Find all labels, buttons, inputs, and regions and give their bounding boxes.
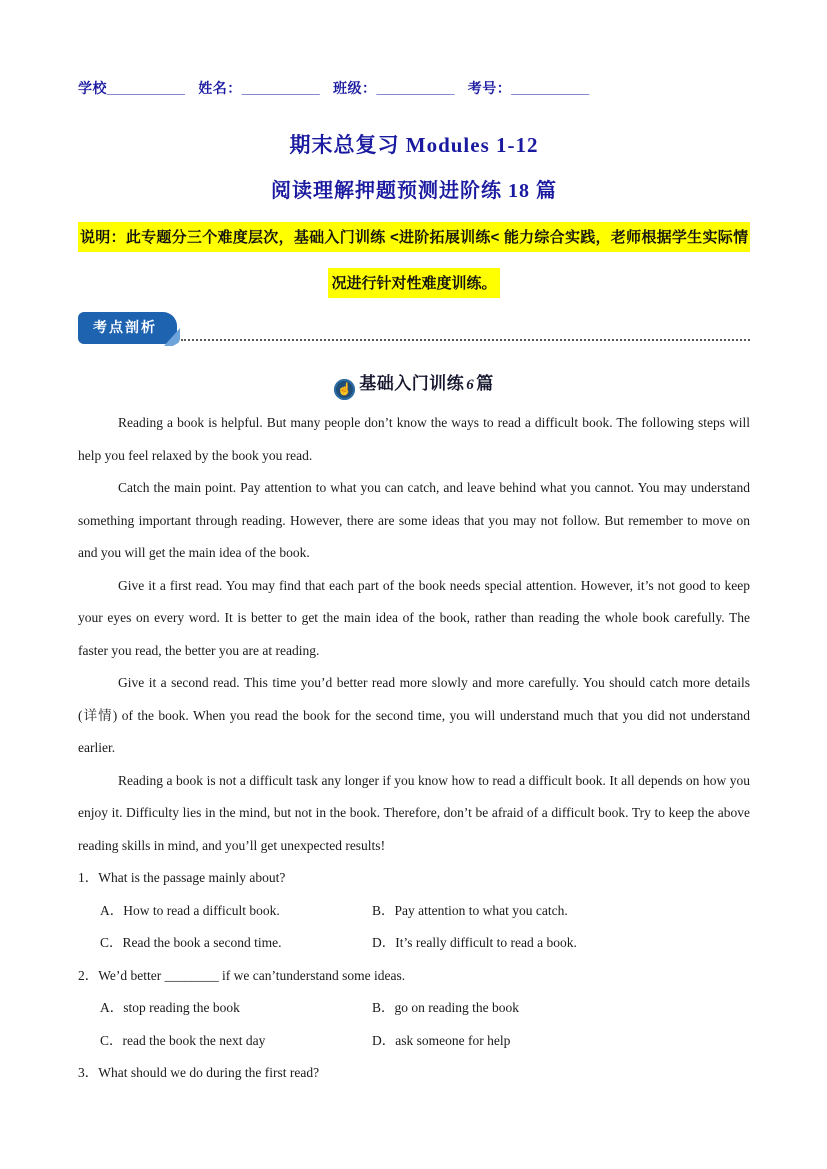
question-2-option-c: C．read the book the next day bbox=[100, 1032, 266, 1048]
question-3-stem bbox=[78, 1057, 750, 1090]
question-1 bbox=[78, 862, 750, 960]
passage-paragraph-1: Reading a book is helpful. But many people don’t know the ways to read a difficult book. The following steps will help you feel relaxed by the book you read. bbox=[78, 415, 750, 463]
exam-number-field bbox=[468, 80, 589, 96]
tab-fold-icon bbox=[164, 328, 180, 346]
question-3 bbox=[78, 1057, 750, 1090]
dotted-divider bbox=[181, 339, 750, 341]
question-2-option-d: D．ask someone for help bbox=[372, 1032, 511, 1048]
question-2-option-a: A．stop reading the book bbox=[100, 1000, 240, 1015]
question-3-number: 3． bbox=[78, 1065, 99, 1080]
notice-line-1: 说明：此专题分三个难度层次，基础入门训练 <进阶拓展训练< 能力综合实践，老师根据学生实际情 bbox=[78, 222, 750, 252]
name-blank-line: __________ bbox=[241, 80, 320, 96]
question-1-stem bbox=[78, 862, 750, 895]
section-tab-row bbox=[78, 312, 750, 344]
class-blank-line: __________ bbox=[376, 80, 455, 96]
question-2-text: We’d better ________ if we can’tunderstand some ideas. bbox=[98, 967, 406, 983]
doc-subtitle: 阅读理解押题预测进阶练 18 篇 bbox=[271, 180, 557, 202]
pointing-hand-badge-icon: ☝ bbox=[334, 379, 355, 400]
question-1-option-d: D．It’s really difficult to read a book. bbox=[372, 935, 577, 950]
question-1-options bbox=[100, 895, 750, 960]
reading-passage bbox=[78, 407, 750, 862]
section-heading-count: 6 bbox=[466, 377, 475, 393]
question-1-text: What is the passage mainly about? bbox=[98, 870, 286, 885]
question-1-option-a: A．How to read a difficult book. bbox=[100, 902, 280, 918]
notice-line-2 bbox=[78, 268, 750, 298]
class-label: 班级： bbox=[333, 80, 377, 96]
doc-title: 期末总复习 Modules 1-12 bbox=[289, 133, 539, 157]
exam-points-tab-label: 考点剖析 bbox=[93, 319, 157, 335]
question-2-stem bbox=[78, 960, 750, 993]
school-field bbox=[78, 80, 185, 96]
question-1-number: 1． bbox=[78, 870, 99, 885]
section-heading bbox=[78, 369, 750, 400]
passage-paragraph-4: Give it a second read. This time you’d better read more slowly and more carefully. You should catch more details (详情) of the book. When you read the book for the second time, you will understand much that you did not understand earlier. bbox=[78, 675, 750, 755]
exam-number-blank-line: __________ bbox=[511, 80, 590, 96]
class-field bbox=[333, 80, 454, 96]
question-list bbox=[78, 862, 750, 1090]
name-field bbox=[198, 80, 319, 96]
school-blank-line: __________ bbox=[107, 80, 185, 96]
student-info-header bbox=[78, 78, 750, 98]
question-1-option-c: C．Read the book a second time. bbox=[100, 935, 282, 950]
question-2-number: 2． bbox=[78, 967, 99, 983]
question-2-option-b: B．go on reading the book bbox=[372, 1000, 519, 1015]
passage-paragraph-2: Catch the main point. Pay attention to what you can catch, and leave behind what you cannot. You may understand something important through reading. However, there are some ideas that you may not follow. But remember to move on and you will get the main idea of the book. bbox=[78, 480, 750, 560]
passage-paragraph-3: Give it a first read. You may find that each part of the book needs special attention. However, it’s not good to keep your eyes on every word. It is better to get the main idea of the book, rather than reading the whole book carefully. The faster you read, the better you are at reading. bbox=[78, 577, 750, 658]
question-3-text: What should we do during the first read? bbox=[98, 1065, 320, 1080]
question-2-options bbox=[100, 992, 750, 1057]
exam-points-tab bbox=[78, 312, 177, 344]
question-1-option-b: B．Pay attention to what you catch. bbox=[372, 902, 568, 918]
question-2 bbox=[78, 960, 750, 1058]
section-heading-suffix: 篇 bbox=[476, 374, 494, 393]
exam-number-label: 考号： bbox=[467, 80, 512, 96]
name-label: 姓名： bbox=[198, 80, 242, 96]
section-heading-prefix: 基础入门训练 bbox=[359, 374, 465, 393]
notice-line-2-text: 况进行针对性难度训练。 bbox=[328, 268, 499, 298]
passage-paragraph-5: Reading a book is not a difficult task any longer if you know how to read a difficult book. It all depends on how you enjoy it. Difficulty lies in the mind, but not in the book. Therefore, don’t be afraid of a difficult book. Try to keep the above reading skills in mind, and you’ll get unexpected results! bbox=[78, 772, 750, 853]
school-label: 学校 bbox=[78, 80, 107, 96]
notice-block bbox=[78, 222, 750, 298]
